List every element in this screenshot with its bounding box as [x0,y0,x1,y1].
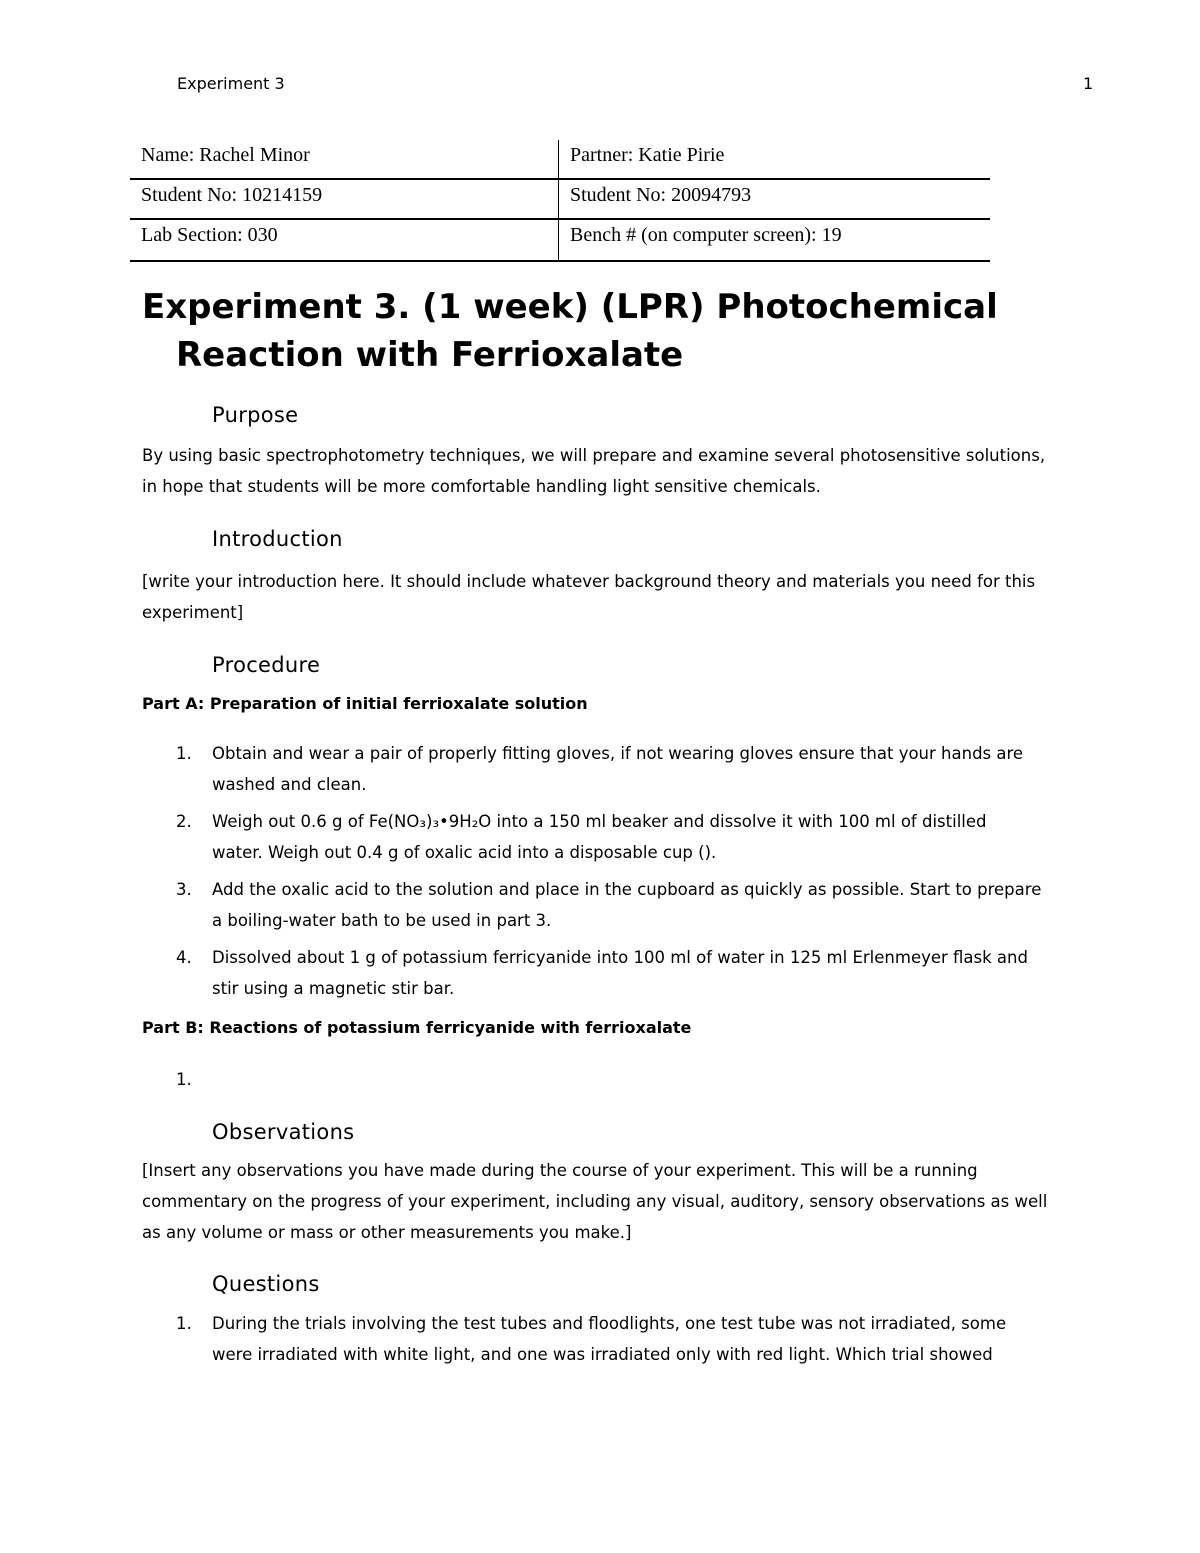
student-number-cell: Student No: 10214159 [141,184,323,206]
list-item [142,942,1042,1004]
lab-section-cell: Lab Section: 030 [141,224,278,246]
part-b-steps [142,1064,1042,1089]
list-text: Weigh out 0.6 g of Fe(NO₃)₃•9H₂O into a 150 ml beaker and dissolve it with 100 ml of distilled water. Weigh out 0.4 g of oxalic acid into a disposable cup (). [212,812,987,862]
observations-text: [Insert any observations you have made during the course of your experiment. This will be a running commentary on the progress of your experiment, including any visual, auditory, sensory observations as well as any volume or mass or other measurements you make.] [142,1161,1048,1242]
partner-student-number-cell: Student No: 20094793 [558,180,990,218]
list-text: Dissolved about 1 g of potassium ferricyanide into 100 ml of water in 125 ml Erlenmeyer flask and stir using a magnetic stir bar. [212,948,1028,998]
list-text: Add the oxalic acid to the solution and place in the cupboard as quickly as possible. Start to prepare a boiling-water bath to be used in part 3. [212,880,1042,930]
list-item [142,874,1042,936]
list-number: 1. [176,1314,192,1333]
name-cell: Name: Rachel Minor [141,144,310,166]
list-number: 1. [176,1070,192,1089]
list-item [142,1308,1042,1370]
list-item [142,806,1042,868]
part-a-steps [142,738,1042,1010]
observations-heading: Observations [212,1120,355,1144]
procedure-heading: Procedure [212,653,321,677]
purpose-heading: Purpose [212,403,299,427]
purpose-text: By using basic spectrophotometry techniques, we will prepare and examine several photosensitive solutions, in hope that students will be more comfortable handling light sensitive chemicals. [142,446,1046,496]
introduction-text: [write your introduction here. It should include whatever background theory and materials you need for this experiment] [142,572,1036,622]
info-row [130,180,990,220]
questions-list [142,1308,1042,1376]
introduction-heading: Introduction [212,527,343,551]
list-number: 3. [176,880,192,899]
list-number: 4. [176,948,192,967]
document-title [142,283,1072,379]
list-number: 1. [176,744,192,763]
list-number: 2. [176,812,192,831]
student-info-table [130,140,990,262]
page-header-title: Experiment 3 [177,74,285,93]
list-item [142,738,1042,800]
part-a-heading: Part A: Preparation of initial ferrioxalate solution [142,694,588,713]
questions-heading: Questions [212,1272,320,1296]
info-row [130,140,990,180]
info-row [130,220,990,262]
part-b-heading: Part B: Reactions of potassium ferricyanide with ferrioxalate [142,1018,692,1037]
page-number: 1 [1083,74,1094,93]
title-line-1: Experiment 3. (1 week) (LPR) Photochemical [142,287,998,327]
partner-cell: Partner: Katie Pirie [558,140,990,178]
title-line-2: Reaction with Ferrioxalate [176,335,684,375]
list-text: During the trials involving the test tubes and floodlights, one test tube was not irradiated, some were irradiated with white light, and one was irradiated only with red light. Which trial showed [212,1314,1007,1364]
list-text: Obtain and wear a pair of properly fitting gloves, if not wearing gloves ensure that your hands are washed and clean. [212,744,1024,794]
bench-number-cell: Bench # (on computer screen): 19 [558,220,990,260]
